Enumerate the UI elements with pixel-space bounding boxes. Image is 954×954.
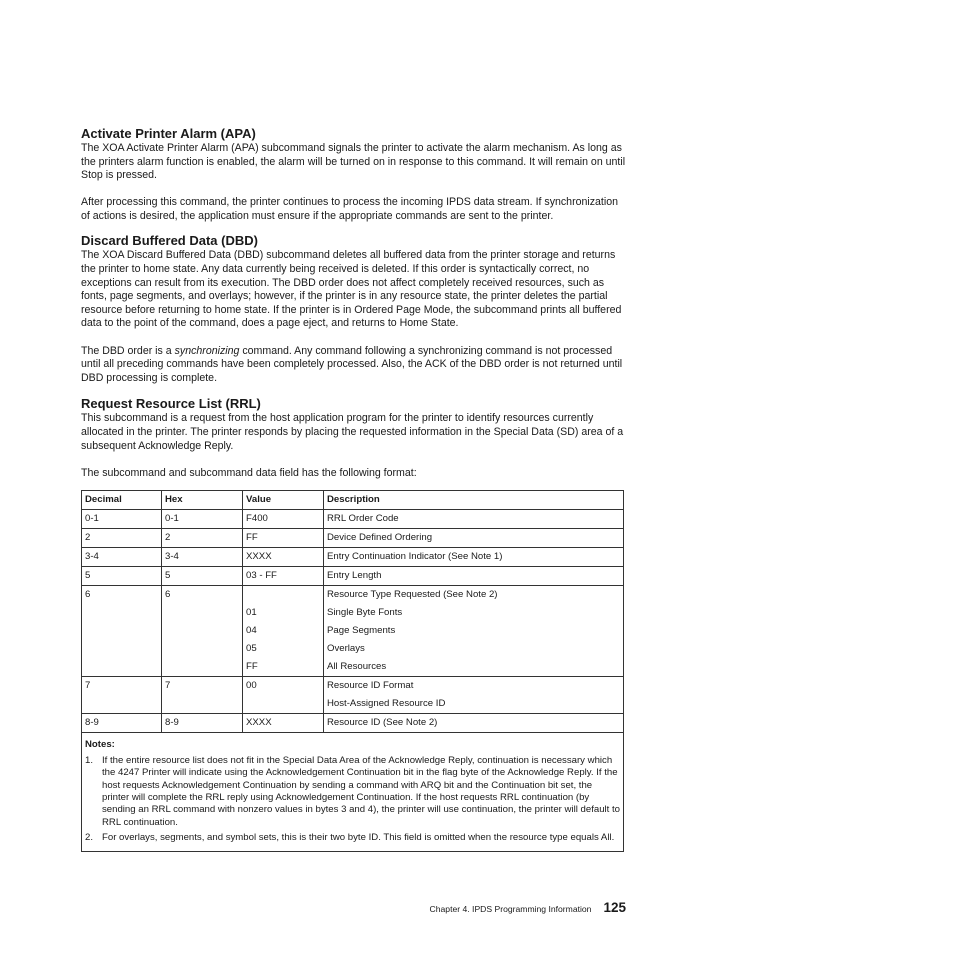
notes-row <box>82 733 624 852</box>
cell-decimal: 3-4 <box>82 548 162 567</box>
cell-decimal: 7 <box>82 677 162 714</box>
page-content <box>81 126 626 852</box>
header-value: Value <box>243 491 324 510</box>
cell-value <box>243 677 324 714</box>
note-text: If the entire resource list does not fit in the Special Data Area of the Acknowledge Reply, continuation is necessary which the 4247 Printer will indicate using the Acknowledgement Continuation bit in the flag byte of the Acknowledge Reply. If the host requests Acknowledgement Continuation by sending a command with ARQ bit and the Continuation bit set, the printer will complete the RRL reply using Acknowledgement Continuation. If the host requests RRL continuation (by sending an RRL command with nonzero values in bytes 3 and 4), the printer will use continuation, the printer will default to RRL continuation. <box>102 755 620 828</box>
notes-cell <box>82 733 624 852</box>
value-line: FF <box>246 532 258 544</box>
description-line: Entry Continuation Indicator (See Note 1) <box>327 551 503 563</box>
cell-decimal: 5 <box>82 567 162 586</box>
header-description: Description <box>324 491 624 510</box>
cell-hex: 0-1 <box>162 510 243 529</box>
dbd-heading: Discard Buffered Data (DBD) <box>81 233 258 249</box>
table-row <box>82 548 624 567</box>
cell-value <box>243 567 324 586</box>
cell-value <box>243 586 324 677</box>
cell-hex: 6 <box>162 586 243 677</box>
cell-description <box>324 586 624 677</box>
cell-description <box>324 567 624 586</box>
description-line: Host-Assigned Resource ID <box>327 698 446 710</box>
cell-description <box>324 510 624 529</box>
dbd-p2-emphasis: synchronizing <box>174 344 240 357</box>
note-number: 2. <box>85 831 94 843</box>
value-line: 03 - FF <box>246 570 277 582</box>
description-line: All Resources <box>327 661 387 673</box>
value-line <box>246 695 320 713</box>
description-line: Overlays <box>327 643 365 655</box>
rrl-paragraph-2: The subcommand and subcommand data field has the following format: <box>81 466 417 479</box>
value-line: XXXX <box>246 717 272 729</box>
description-line: Resource ID Format <box>327 680 414 692</box>
description-line: Resource ID (See Note 2) <box>327 717 438 729</box>
apa-paragraph-2: After processing this command, the printer continues to process the incoming IPDS data stream. If synchronization of actions is desired, the application must ensure if the appropriate commands are sent to the printer. <box>81 196 619 222</box>
cell-value <box>243 714 324 733</box>
table-row <box>82 529 624 548</box>
dbd-p2-text-a: The DBD order is a <box>81 344 175 357</box>
cell-description <box>324 529 624 548</box>
header-decimal: Decimal <box>82 491 162 510</box>
dbd-paragraph-2 <box>81 345 626 386</box>
description-line: Page Segments <box>327 625 396 637</box>
cell-value <box>243 548 324 567</box>
description-line: RRL Order Code <box>327 513 399 525</box>
cell-decimal: 8-9 <box>82 714 162 733</box>
description-line: Single Byte Fonts <box>327 607 403 619</box>
dbd-p2-text-b: command. Any command following a synchronizing command is not processed until all preceding commands have been completely processed. Also, the ACK of the DBD order is not returned until DBD processing is complete. <box>81 344 623 384</box>
cell-description <box>324 677 624 714</box>
cell-value <box>243 529 324 548</box>
table-row <box>82 586 624 677</box>
dbd-paragraph-1: The XOA Discard Buffered Data (DBD) subcommand deletes all buffered data from the printer storage and returns the printer to home state. Any data currently being received is deleted. If this order is syntactically correct, no exceptions can result from its execution. The DBD order does not affect completely received resources, such as fonts, page segments, and overlays; however, if the printer is in any resource state, the printer deletes the partial resource before returning to home state. If the printer is in Ordered Page Mode, the subcommand prints all buffered data to the point of the command, does a page eject, and returns to Home State. <box>81 249 622 330</box>
cell-hex: 8-9 <box>162 714 243 733</box>
page-number: 125 <box>603 900 626 915</box>
notes-title: Notes: <box>85 739 115 751</box>
apa-paragraph-1: The XOA Activate Printer Alarm (APA) subcommand signals the printer to activate the alarm mechanism. As long as the printers alarm function is enabled, the alarm will be turned on in response to this command. It will remain on until Stop is pressed. <box>81 142 626 182</box>
table-header-row <box>82 491 624 510</box>
description-line: Entry Length <box>327 570 382 582</box>
cell-hex: 3-4 <box>162 548 243 567</box>
table-row <box>82 714 624 733</box>
cell-decimal: 6 <box>82 586 162 677</box>
value-line: 04 <box>246 625 257 637</box>
description-line: Resource Type Requested (See Note 2) <box>327 589 498 601</box>
cell-hex: 7 <box>162 677 243 714</box>
rrl-format-table <box>81 490 624 852</box>
value-line: 05 <box>246 643 257 655</box>
value-line: FF <box>246 661 258 673</box>
table-row <box>82 567 624 586</box>
cell-decimal: 0-1 <box>82 510 162 529</box>
cell-decimal: 2 <box>82 529 162 548</box>
footer-chapter: Chapter 4. IPDS Programming Information <box>429 904 592 914</box>
cell-hex: 2 <box>162 529 243 548</box>
value-line: 01 <box>246 607 257 619</box>
value-line: F400 <box>246 513 268 525</box>
table-row <box>82 510 624 529</box>
description-line: Device Defined Ordering <box>327 532 433 544</box>
rrl-heading: Request Resource List (RRL) <box>81 396 261 412</box>
cell-value <box>243 510 324 529</box>
page-footer <box>430 900 626 915</box>
value-line <box>246 586 320 604</box>
note-item <box>85 755 620 829</box>
rrl-paragraph-1: This subcommand is a request from the host application program for the printer to identify resources currently allocated in the printer. The printer responds by placing the requested information in the Special Data (SD) area of a subsequent Acknowledge Reply. <box>81 412 624 452</box>
value-line: XXXX <box>246 551 272 563</box>
cell-hex: 5 <box>162 567 243 586</box>
table-row <box>82 677 624 714</box>
value-line: 00 <box>246 680 257 692</box>
header-hex: Hex <box>162 491 243 510</box>
note-text: For overlays, segments, and symbol sets, this is their two byte ID. This field is omitted when the resource type equals All. <box>102 831 615 843</box>
note-item <box>85 832 620 844</box>
cell-description <box>324 714 624 733</box>
cell-description <box>324 548 624 567</box>
apa-heading: Activate Printer Alarm (APA) <box>81 126 256 141</box>
note-number: 1. <box>85 755 94 767</box>
